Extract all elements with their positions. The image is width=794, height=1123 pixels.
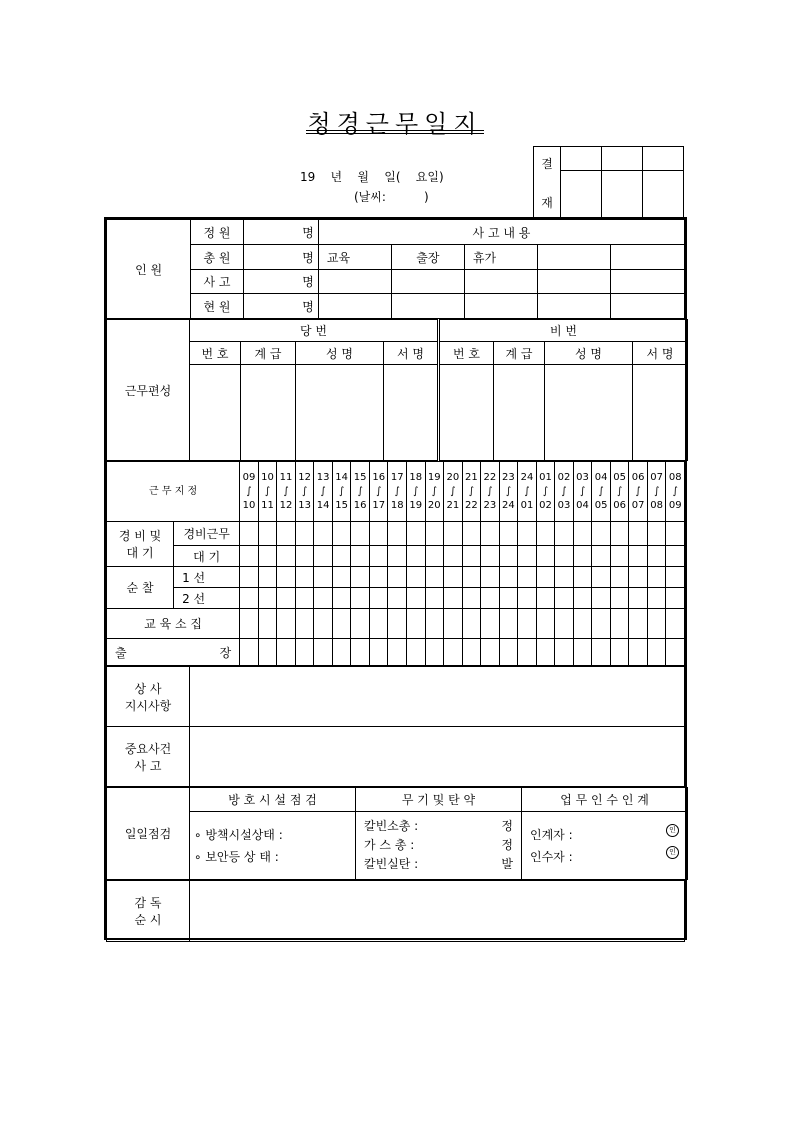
hour-slot[interactable] bbox=[629, 567, 648, 588]
hour-slot[interactable] bbox=[369, 522, 388, 546]
hour-slot[interactable] bbox=[481, 567, 500, 588]
hour-cell: 01 ∫ 02 bbox=[536, 462, 555, 522]
hour-slot[interactable] bbox=[610, 567, 629, 588]
hour-slot[interactable] bbox=[258, 546, 277, 567]
approval-label: 결 재 bbox=[534, 147, 561, 219]
hour-slot[interactable] bbox=[444, 639, 463, 666]
hour-slot[interactable] bbox=[647, 546, 666, 567]
hour-slot[interactable] bbox=[351, 588, 370, 609]
hour-slot[interactable] bbox=[518, 522, 537, 546]
hour-slot[interactable] bbox=[629, 639, 648, 666]
personnel-label: 현 원 bbox=[191, 294, 244, 319]
hour-slot[interactable] bbox=[388, 639, 407, 666]
hour-cell: 10 ∫ 11 bbox=[258, 462, 277, 522]
hour-slot[interactable] bbox=[332, 588, 351, 609]
hour-slot[interactable] bbox=[240, 546, 259, 567]
hour-slot[interactable] bbox=[536, 609, 555, 639]
hour-slot[interactable] bbox=[666, 639, 685, 666]
hour-slot[interactable] bbox=[592, 588, 611, 609]
hour-slot[interactable] bbox=[425, 639, 444, 666]
hour-cell: 08 ∫ 09 bbox=[666, 462, 685, 522]
hour-slot[interactable] bbox=[332, 609, 351, 639]
hour-slot[interactable] bbox=[462, 639, 481, 666]
hour-slot[interactable] bbox=[425, 522, 444, 546]
hour-slot[interactable] bbox=[332, 567, 351, 588]
hour-slot[interactable] bbox=[295, 522, 314, 546]
hour-cell: 04 ∫ 05 bbox=[592, 462, 611, 522]
hour-slot[interactable] bbox=[499, 639, 518, 666]
on-duty-header: 당 번 bbox=[190, 320, 439, 342]
hour-slot[interactable] bbox=[351, 567, 370, 588]
hour-slot[interactable] bbox=[314, 567, 333, 588]
hour-cell: 06 ∫ 07 bbox=[629, 462, 648, 522]
facility-items: ∘ 방책시설상태 : ∘ 보안등 상 태 : bbox=[190, 812, 356, 880]
hour-slot[interactable] bbox=[592, 609, 611, 639]
hour-cell: 14 ∫ 15 bbox=[332, 462, 351, 522]
hour-slot[interactable] bbox=[425, 546, 444, 567]
hour-slot[interactable] bbox=[610, 639, 629, 666]
hour-cell: 22 ∫ 23 bbox=[481, 462, 500, 522]
hour-slot[interactable] bbox=[481, 639, 500, 666]
weapons-header: 무 기 및 탄 약 bbox=[356, 788, 522, 812]
hour-slot[interactable] bbox=[314, 609, 333, 639]
hour-slot[interactable] bbox=[666, 567, 685, 588]
hour-slot[interactable] bbox=[407, 546, 426, 567]
hour-slot[interactable] bbox=[332, 639, 351, 666]
hour-slot[interactable] bbox=[666, 588, 685, 609]
hour-cell: 13 ∫ 14 bbox=[314, 462, 333, 522]
hour-slot[interactable] bbox=[258, 639, 277, 666]
hour-slot[interactable] bbox=[314, 522, 333, 546]
hour-slot[interactable] bbox=[425, 588, 444, 609]
hour-cell: 09 ∫ 10 bbox=[240, 462, 259, 522]
page-title: 청경근무일지 bbox=[307, 110, 483, 138]
weapons-items: 칼빈소총 : 정 가 스 총 : 정 칼빈실탄 : 발 bbox=[356, 812, 522, 880]
hour-slot[interactable] bbox=[444, 588, 463, 609]
hour-slot[interactable] bbox=[388, 546, 407, 567]
facility-header: 방 호 시 설 점 검 bbox=[190, 788, 356, 812]
hour-slot[interactable] bbox=[481, 588, 500, 609]
hour-cell: 16 ∫ 17 bbox=[369, 462, 388, 522]
hour-cell: 23 ∫ 24 bbox=[499, 462, 518, 522]
hour-slot[interactable] bbox=[407, 609, 426, 639]
accident-header: 사 고 내 용 bbox=[318, 220, 684, 245]
hour-slot[interactable] bbox=[647, 522, 666, 546]
hour-slot[interactable] bbox=[610, 609, 629, 639]
log-form: 인 원 정 원 명 사 고 내 용 총 원 명 교육 출장 휴가 사 고 명 현 원 명 근무편성 당 번 비 번 번 호 계 급 성 명 서 명 번 호 계 급 성 명 서 명 근 무 지 정 09 ∫ 10 10 ∫ 11 11 ∫ 12 12 ∫ 13 13 ∫ 14 14 ∫ 15 15 ∫ 16 16 ∫ 17 17 ∫ 18 18 ∫ 19 19 ∫ 20 20 ∫ 21 21 ∫ 22 22 ∫ 23 23 ∫ 24 24 ∫ 01 01 ∫ 02 02 ∫ 03 03 ∫ 04 04 ∫ 05 05 ∫ 06 06 ∫ 07 07 ∫ 08 08 ∫ 09 경 비 및 대 기 경비근무 대 기 순 찰 1 선 2 선 교 육 소 집 출 장 상 사 지시사항 중요사건 사 고 일일점검 방 호 시 설 점 검 무 기 및 탄 약 업 무 인 수 인 계 ∘ 방책시설상태 : ∘ 보안등 상 태 : 칼빈소총 : 정 가 스 총 : 정 칼빈실탄 : 발 인계자 : 인 인수자 : 인 감 독 순 시 bbox=[104, 217, 687, 940]
off-duty-header: 비 번 bbox=[439, 320, 688, 342]
hour-slot[interactable] bbox=[647, 588, 666, 609]
hour-slot[interactable] bbox=[277, 546, 296, 567]
hour-slot[interactable] bbox=[444, 522, 463, 546]
hour-slot[interactable] bbox=[555, 609, 574, 639]
hour-cell: 19 ∫ 20 bbox=[425, 462, 444, 522]
accident-type: 교육 bbox=[318, 245, 391, 270]
seal-icon: 인 bbox=[666, 824, 679, 837]
hour-slot[interactable] bbox=[351, 522, 370, 546]
hour-slot[interactable] bbox=[592, 639, 611, 666]
hour-slot[interactable] bbox=[499, 588, 518, 609]
hour-slot[interactable] bbox=[444, 567, 463, 588]
hour-slot[interactable] bbox=[666, 546, 685, 567]
hour-slot[interactable] bbox=[388, 588, 407, 609]
accident-type: 출장 bbox=[391, 245, 464, 270]
hour-cell: 02 ∫ 03 bbox=[555, 462, 574, 522]
instructions-label: 상 사 지시사항 bbox=[107, 667, 190, 727]
hour-slot[interactable] bbox=[295, 639, 314, 666]
hour-slot[interactable] bbox=[258, 609, 277, 639]
hour-cell: 03 ∫ 04 bbox=[573, 462, 592, 522]
business-trip-label: 출 장 bbox=[107, 639, 240, 666]
hour-cell: 17 ∫ 18 bbox=[388, 462, 407, 522]
guard-label: 경 비 및 대 기 bbox=[107, 522, 174, 567]
hour-slot[interactable] bbox=[407, 522, 426, 546]
hour-slot[interactable] bbox=[518, 609, 537, 639]
hour-slot[interactable] bbox=[555, 546, 574, 567]
hour-slot[interactable] bbox=[573, 522, 592, 546]
hour-slot[interactable] bbox=[332, 546, 351, 567]
hour-slot[interactable] bbox=[555, 522, 574, 546]
hour-slot[interactable] bbox=[240, 609, 259, 639]
hour-slot[interactable] bbox=[499, 609, 518, 639]
hour-slot[interactable] bbox=[481, 546, 500, 567]
hour-slot[interactable] bbox=[518, 588, 537, 609]
hour-slot[interactable] bbox=[240, 567, 259, 588]
hour-slot[interactable] bbox=[462, 546, 481, 567]
hour-slot[interactable] bbox=[295, 588, 314, 609]
hour-slot[interactable] bbox=[499, 567, 518, 588]
hour-slot[interactable] bbox=[666, 522, 685, 546]
hour-slot[interactable] bbox=[444, 546, 463, 567]
hour-cell: 07 ∫ 08 bbox=[647, 462, 666, 522]
hour-slot[interactable] bbox=[481, 609, 500, 639]
hour-slot[interactable] bbox=[407, 588, 426, 609]
duty-section-label: 근무편성 bbox=[107, 320, 190, 461]
hour-slot[interactable] bbox=[462, 567, 481, 588]
hour-slot[interactable] bbox=[629, 588, 648, 609]
hour-slot[interactable] bbox=[295, 567, 314, 588]
hour-slot[interactable] bbox=[462, 588, 481, 609]
hour-cell: 15 ∫ 16 bbox=[351, 462, 370, 522]
hour-slot[interactable] bbox=[332, 522, 351, 546]
hour-slot[interactable] bbox=[407, 567, 426, 588]
approval-box bbox=[533, 146, 684, 219]
hour-slot[interactable] bbox=[592, 546, 611, 567]
hour-slot[interactable] bbox=[314, 639, 333, 666]
personnel-label: 사 고 bbox=[191, 270, 244, 294]
hour-slot[interactable] bbox=[536, 522, 555, 546]
hour-slot[interactable] bbox=[666, 609, 685, 639]
hour-slot[interactable] bbox=[369, 588, 388, 609]
hour-slot[interactable] bbox=[481, 522, 500, 546]
hour-cell: 18 ∫ 19 bbox=[407, 462, 426, 522]
hour-slot[interactable] bbox=[258, 567, 277, 588]
hour-slot[interactable] bbox=[499, 546, 518, 567]
daily-check-label: 일일점검 bbox=[107, 788, 190, 880]
hour-slot[interactable] bbox=[573, 567, 592, 588]
hour-cell: 21 ∫ 22 bbox=[462, 462, 481, 522]
incidents-label: 중요사건 사 고 bbox=[107, 727, 190, 787]
shift-label: 근 무 지 정 bbox=[107, 462, 240, 522]
hour-slot[interactable] bbox=[499, 522, 518, 546]
personnel-label: 총 원 bbox=[191, 245, 244, 270]
hour-cell: 12 ∫ 13 bbox=[295, 462, 314, 522]
hour-slot[interactable] bbox=[536, 639, 555, 666]
seal-icon: 인 bbox=[666, 846, 679, 859]
hour-slot[interactable] bbox=[647, 609, 666, 639]
hour-slot[interactable] bbox=[629, 546, 648, 567]
hour-slot[interactable] bbox=[462, 609, 481, 639]
personnel-section-label: 인 원 bbox=[107, 220, 191, 319]
hour-slot[interactable] bbox=[573, 588, 592, 609]
education-label: 교 육 소 집 bbox=[107, 609, 240, 639]
hour-slot[interactable] bbox=[518, 567, 537, 588]
hour-slot[interactable] bbox=[277, 567, 296, 588]
hour-slot[interactable] bbox=[573, 639, 592, 666]
hour-slot[interactable] bbox=[536, 546, 555, 567]
hour-slot[interactable] bbox=[295, 609, 314, 639]
hour-slot[interactable] bbox=[555, 567, 574, 588]
hour-slot[interactable] bbox=[407, 639, 426, 666]
hour-slot[interactable] bbox=[351, 609, 370, 639]
hour-slot[interactable] bbox=[610, 546, 629, 567]
hour-slot[interactable] bbox=[462, 522, 481, 546]
hour-slot[interactable] bbox=[647, 639, 666, 666]
hour-slot[interactable] bbox=[444, 609, 463, 639]
hour-cell: 20 ∫ 21 bbox=[444, 462, 463, 522]
accident-type: 휴가 bbox=[464, 245, 537, 270]
hour-slot[interactable] bbox=[555, 639, 574, 666]
date-line: 19 년 월 일( 요일) bbox=[300, 170, 444, 184]
weather-line: (날씨: ) bbox=[354, 190, 429, 204]
hour-slot[interactable] bbox=[518, 546, 537, 567]
supervision-label: 감 독 순 시 bbox=[107, 881, 190, 942]
hour-slot[interactable] bbox=[240, 639, 259, 666]
hour-slot[interactable] bbox=[295, 546, 314, 567]
hour-grid: 근 무 지 정 09 ∫ 10 10 ∫ 11 11 ∫ 12 12 ∫ 13 13 ∫ 14 14 ∫ 15 15 ∫ 16 16 ∫ 17 17 ∫ 18 18 ∫ 19 19 ∫ 20 20 ∫ 21 21 ∫ 22 22 ∫ 23 23 ∫ 24 24 ∫ 01 01 ∫ 02 02 ∫ 03 03 ∫ 04 04 ∫ 05 05 ∫ 06 06 ∫ 07 07 ∫ 08 08 ∫ 09 경 비 및 대 기 경비근무 대 기 순 찰 1 선 2 선 교 육 소 집 출 장 bbox=[106, 461, 685, 666]
hour-slot[interactable] bbox=[388, 609, 407, 639]
hour-slot[interactable] bbox=[314, 588, 333, 609]
hour-slot[interactable] bbox=[536, 567, 555, 588]
hour-slot[interactable] bbox=[277, 588, 296, 609]
personnel-label: 정 원 bbox=[191, 220, 244, 245]
hour-slot[interactable] bbox=[240, 522, 259, 546]
hour-cell: 24 ∫ 01 bbox=[518, 462, 537, 522]
hour-slot[interactable] bbox=[573, 546, 592, 567]
hour-cell: 05 ∫ 06 bbox=[610, 462, 629, 522]
hour-slot[interactable] bbox=[240, 588, 259, 609]
hour-slot[interactable] bbox=[277, 609, 296, 639]
hour-slot[interactable] bbox=[610, 522, 629, 546]
hour-slot[interactable] bbox=[258, 588, 277, 609]
hour-slot[interactable] bbox=[629, 522, 648, 546]
handover-header: 업 무 인 수 인 계 bbox=[522, 788, 688, 812]
hour-slot[interactable] bbox=[277, 639, 296, 666]
hour-slot[interactable] bbox=[369, 639, 388, 666]
hour-slot[interactable] bbox=[536, 588, 555, 609]
hour-slot[interactable] bbox=[425, 609, 444, 639]
hour-slot[interactable] bbox=[369, 546, 388, 567]
hour-slot[interactable] bbox=[388, 522, 407, 546]
handover-items: 인계자 : 인 인수자 : 인 bbox=[522, 812, 688, 880]
hour-slot[interactable] bbox=[555, 588, 574, 609]
hour-slot[interactable] bbox=[518, 639, 537, 666]
hour-slot[interactable] bbox=[277, 522, 296, 546]
hour-slot[interactable] bbox=[369, 609, 388, 639]
hour-slot[interactable] bbox=[369, 567, 388, 588]
hour-slot[interactable] bbox=[425, 567, 444, 588]
hour-slot[interactable] bbox=[629, 609, 648, 639]
hour-slot[interactable] bbox=[573, 609, 592, 639]
hour-slot[interactable] bbox=[258, 522, 277, 546]
patrol-label: 순 찰 bbox=[107, 567, 174, 609]
hour-slot[interactable] bbox=[592, 567, 611, 588]
hour-slot[interactable] bbox=[388, 567, 407, 588]
hour-slot[interactable] bbox=[314, 546, 333, 567]
hour-cell: 11 ∫ 12 bbox=[277, 462, 296, 522]
hour-slot[interactable] bbox=[610, 588, 629, 609]
hour-slot[interactable] bbox=[351, 639, 370, 666]
hour-slot[interactable] bbox=[647, 567, 666, 588]
hour-slot[interactable] bbox=[592, 522, 611, 546]
hour-slot[interactable] bbox=[351, 546, 370, 567]
